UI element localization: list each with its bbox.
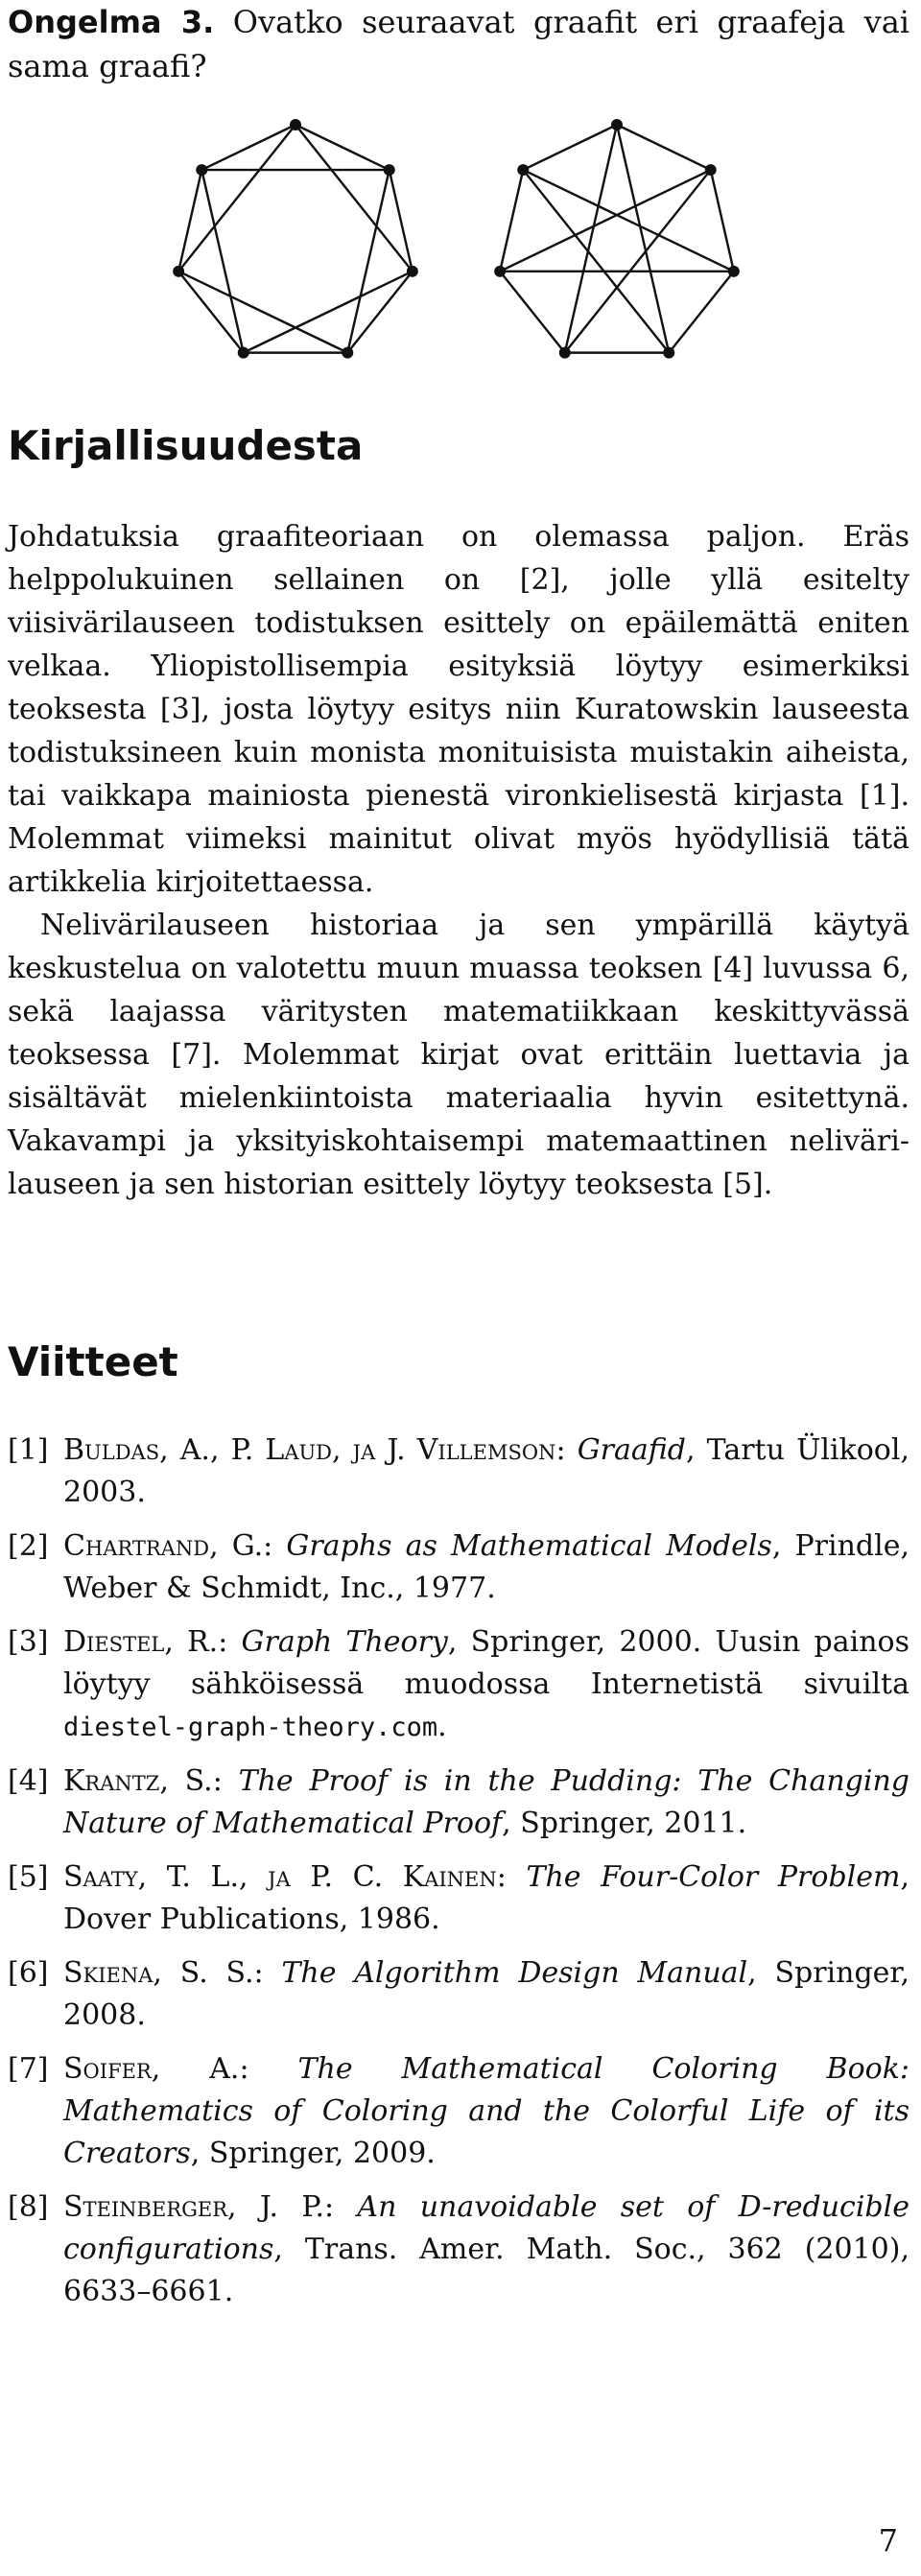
- graph-vertex: [494, 266, 506, 277]
- reference-separator: :: [212, 1764, 239, 1798]
- graph-vertex: [611, 119, 623, 130]
- reference-title: The Proof is in the Pudding: The Changing Nature of Mathematical Proof: [63, 1764, 909, 1840]
- reference-url[interactable]: diestel-graph-theory.com: [63, 1713, 438, 1742]
- page-number: 7: [878, 2522, 898, 2559]
- reference-details: , Prindle, Weber & Schmidt, Inc., 1977.: [63, 1529, 910, 1605]
- reference-separator: :: [239, 2052, 298, 2086]
- graph-edge: [500, 170, 711, 272]
- reference-authors: Soifer, A.: [63, 2052, 240, 2086]
- reference-body: [63, 1525, 909, 1610]
- reference-number: [6]: [8, 1956, 49, 1990]
- reference-list: [8, 1430, 909, 2325]
- reference-authors: Buldas, A., P. Laud, ja J. Villemson: [63, 1433, 556, 1467]
- graph-left: [173, 119, 418, 359]
- reference-details: , Springer, 2000. Uusin painos löytyy sähköisessä muodossa Internetistä sivuilta: [63, 1625, 909, 1701]
- reference-details: , Springer, 2009.: [190, 2137, 436, 2170]
- reference-number: [3]: [8, 1625, 49, 1659]
- reference-authors: Saaty, T. L., ja P. C. Kainen: [63, 1860, 497, 1894]
- graph-vertex: [728, 266, 740, 277]
- reference-separator: :: [496, 1860, 527, 1894]
- literature-text: [8, 515, 909, 1206]
- reference-item: [8, 1621, 909, 1749]
- reference-body: [63, 1621, 909, 1749]
- graph-edge: [711, 170, 734, 272]
- reference-separator: :: [253, 1956, 282, 1990]
- reference-number: [1]: [8, 1433, 49, 1467]
- graph-edge: [523, 170, 734, 272]
- reference-title: Graphs as Mathematical Models: [286, 1529, 772, 1563]
- reference-title: An unavoidable set of D-reducible configurations: [63, 2190, 909, 2266]
- graph-vertex: [173, 266, 184, 277]
- reference-number: [5]: [8, 1860, 49, 1894]
- literature-paragraph-1: Johdatuksia graafiteoriaan on olemassa paljon. Eräs helppolukuinen sellainen on [2], jolle yllä esitelty viisivärilauseen todistuksen esittely on epäilemättä eniten velkaa. Yliopistollisempia esityksiä löytyy esimerkiksi teoksesta [3], josta löytyy esitys niin Kuratowskin lauseesta todistuksineen kuin monista monituisista muistakin aiheista, tai vaikkapa mainiosta pienestä vironkielisestä kirjasta [1]. Molemmat viimeksi mainitut olivat myös hyödyllisiä tätä artikkelia kirjoitettaessa.: [8, 520, 909, 899]
- literature-paragraph-2: Nelivärilauseen historiaa ja sen ympärillä käytyä keskustelua on valotettu muun muassa teoksen [4] luvussa 6, sekä laajassa väritysten matematiikkaan keskittyvässä teoksessa [7]. Molemmat kirjat ovat erittäin luettavia ja sisältävät mielenkiintoista materiaalia hyvin esitettynä. Vakavampi ja yksityiskohtaisempi matemaattinen nelivärilauseen ja sen historian esittely löytyy teoksesta [5].: [8, 909, 909, 1201]
- reference-authors: Chartrand, G.: [63, 1529, 264, 1563]
- reference-body: [63, 1856, 909, 1941]
- problem-label: Ongelma 3.: [8, 4, 215, 40]
- reference-authors: Diestel, R.: [63, 1625, 219, 1659]
- graph-edge: [669, 272, 734, 353]
- page: [8, 0, 909, 2576]
- graph-edge: [244, 272, 413, 353]
- reference-tail: .: [437, 1710, 447, 1743]
- reference-number: [2]: [8, 1529, 49, 1563]
- reference-item: [8, 2048, 909, 2175]
- graph-vertex: [342, 347, 353, 359]
- problem-text: Ovatko seuraavat graafit eri graafeja vai sama graafi?: [8, 4, 910, 84]
- reference-details: , Dover Publications, 1986.: [63, 1860, 909, 1936]
- reference-title: The Algorithm Design Manual: [281, 1956, 748, 1990]
- section-heading-references: Viitteet: [8, 1338, 178, 1385]
- reference-item: [8, 1761, 909, 1845]
- reference-title: Graph Theory: [241, 1625, 448, 1659]
- reference-item: [8, 1952, 909, 2037]
- graph-edge: [523, 125, 617, 170]
- graph-edge: [500, 272, 565, 353]
- reference-title: The Mathematical Coloring Book: Mathematics of Coloring and the Colorful Life of its Creators: [63, 2052, 909, 2170]
- reference-item: [8, 2186, 909, 2313]
- reference-number: [4]: [8, 1764, 49, 1798]
- graph-vertex: [196, 164, 207, 176]
- reference-number: [8]: [8, 2190, 49, 2224]
- problem-statement: [8, 0, 909, 88]
- graph-vertex: [384, 164, 395, 176]
- reference-title: Graafid: [577, 1433, 686, 1467]
- reference-item: [8, 1430, 909, 1514]
- graph-edge: [500, 170, 523, 272]
- reference-body: [63, 2186, 909, 2313]
- reference-details: , Springer, 2011.: [502, 1807, 747, 1840]
- reference-item: [8, 1525, 909, 1610]
- reference-number: [7]: [8, 2052, 49, 2086]
- graph-vertex: [238, 347, 249, 359]
- reference-body: [63, 1430, 909, 1514]
- graph-vertex: [407, 266, 418, 277]
- reference-separator: :: [324, 2190, 358, 2224]
- reference-authors: Steinberger, J. P.: [63, 2190, 325, 2224]
- reference-authors: Skiena, S. S.: [63, 1956, 254, 1990]
- graph-vertex: [559, 347, 571, 359]
- graph-edge: [295, 125, 390, 170]
- reference-separator: :: [555, 1433, 578, 1467]
- graph-right: [494, 119, 740, 359]
- graph-edge: [201, 125, 295, 170]
- graph-vertex: [663, 347, 674, 359]
- reference-body: [63, 2048, 909, 2175]
- reference-body: [63, 1761, 909, 1845]
- reference-title: The Four-Color Problem: [526, 1860, 901, 1894]
- graph-edge: [617, 125, 711, 170]
- reference-details: , Tartu Ülikool, 2003.: [63, 1433, 909, 1509]
- reference-body: [63, 1952, 909, 2037]
- reference-details: , Springer, 2008.: [63, 1956, 909, 2032]
- graphs-figure: [8, 106, 909, 384]
- section-heading-literature: Kirjallisuudesta: [8, 422, 364, 469]
- reference-item: [8, 1856, 909, 1941]
- reference-separator: :: [263, 1529, 287, 1563]
- reference-authors: Krantz, S.: [63, 1764, 213, 1798]
- graph-vertex: [290, 119, 301, 130]
- reference-details: , Trans. Amer. Math. Soc., 362 (2010), 6633–6661.: [63, 2233, 909, 2308]
- graph-edge: [178, 272, 347, 353]
- reference-separator: :: [218, 1625, 242, 1659]
- graph-vertex: [517, 164, 529, 176]
- graph-vertex: [705, 164, 717, 176]
